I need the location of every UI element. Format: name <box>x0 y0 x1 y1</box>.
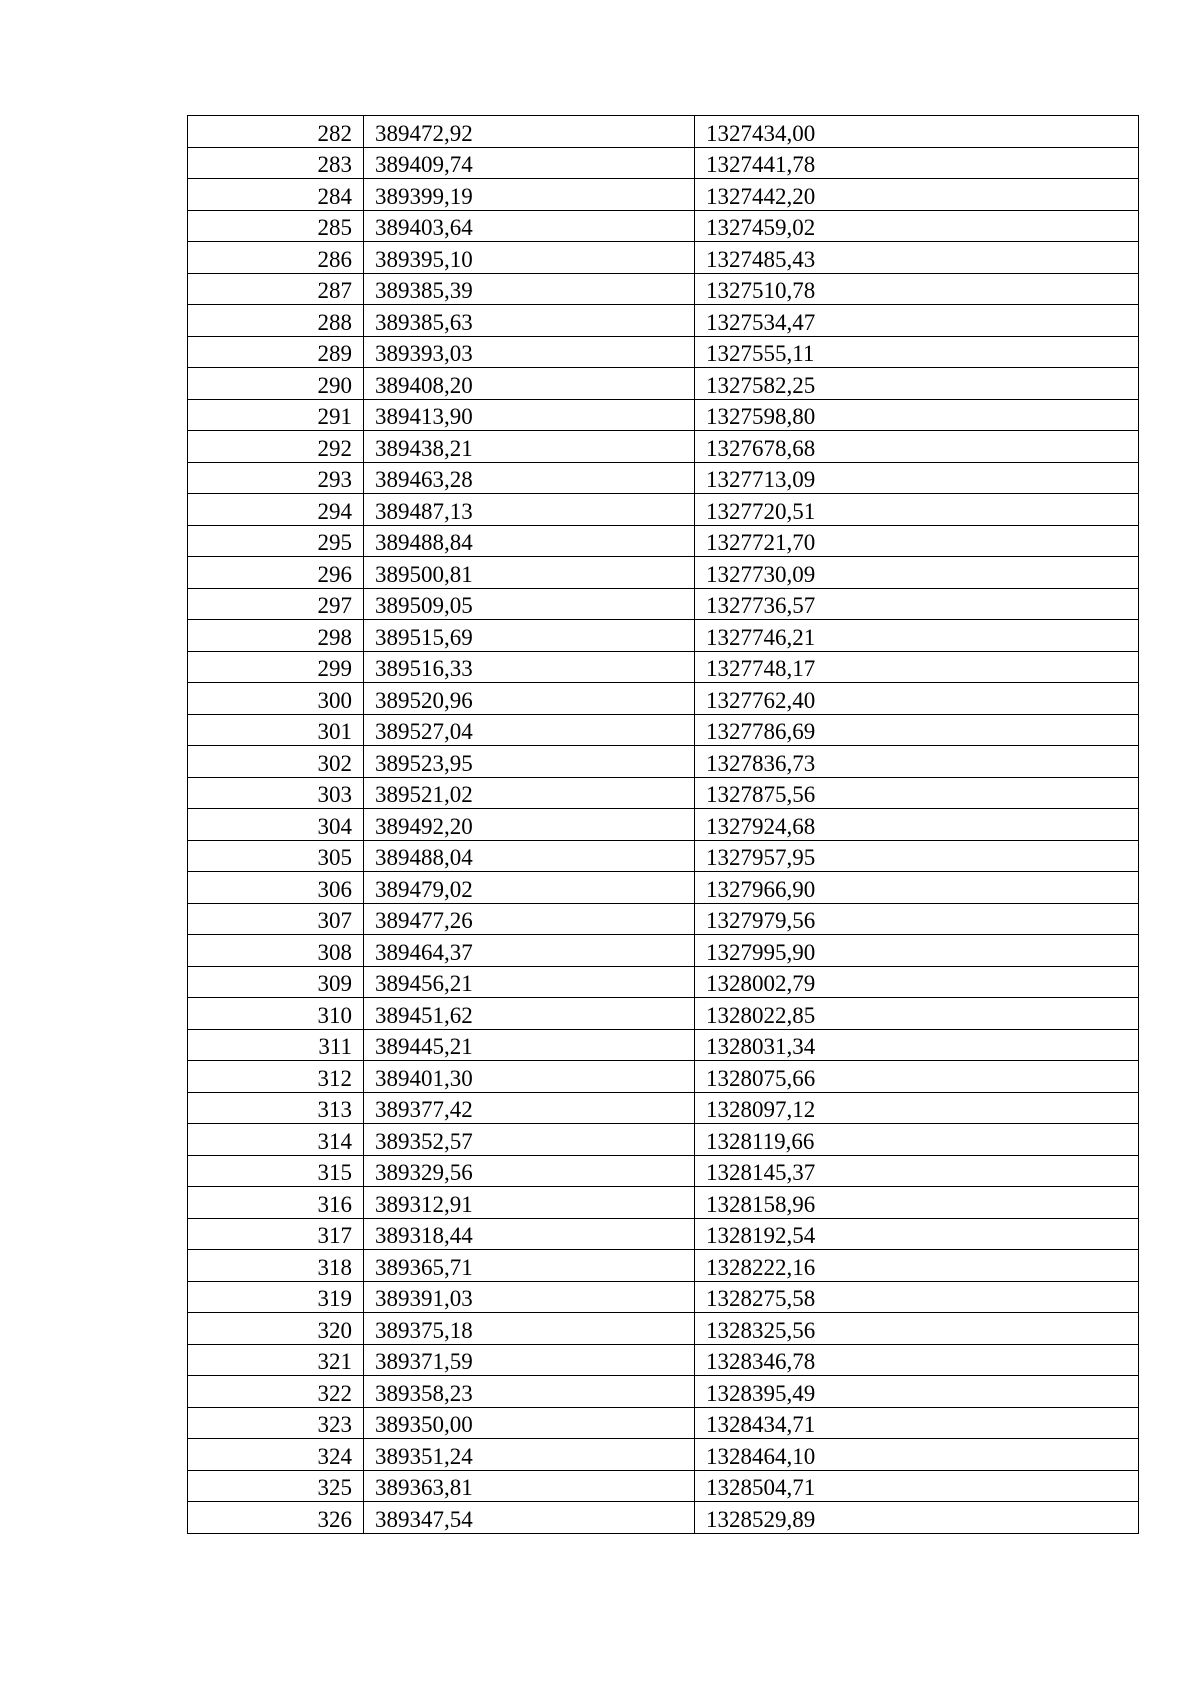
x-coordinate-cell: 389401,30 <box>364 1061 695 1093</box>
point-number-cell: 287 <box>188 273 364 305</box>
point-number-cell: 289 <box>188 336 364 368</box>
y-coordinate-cell: 1327555,11 <box>695 336 1139 368</box>
x-coordinate-cell: 389515,69 <box>364 620 695 652</box>
y-coordinate-cell: 1328097,12 <box>695 1092 1139 1124</box>
y-coordinate-cell: 1328002,79 <box>695 966 1139 998</box>
point-number-cell: 286 <box>188 242 364 274</box>
y-coordinate-cell: 1328504,71 <box>695 1470 1139 1502</box>
table-row <box>188 809 1139 841</box>
point-number-cell: 316 <box>188 1187 364 1219</box>
x-coordinate-cell: 389403,64 <box>364 210 695 242</box>
y-coordinate-cell: 1328145,37 <box>695 1155 1139 1187</box>
y-coordinate-cell: 1327875,56 <box>695 777 1139 809</box>
table-row <box>188 431 1139 463</box>
x-coordinate-cell: 389463,28 <box>364 462 695 494</box>
table-row <box>188 1218 1139 1250</box>
table-row <box>188 1250 1139 1282</box>
point-number-cell: 294 <box>188 494 364 526</box>
point-number-cell: 291 <box>188 399 364 431</box>
x-coordinate-cell: 389347,54 <box>364 1502 695 1534</box>
point-number-cell: 305 <box>188 840 364 872</box>
point-number-cell: 293 <box>188 462 364 494</box>
x-coordinate-cell: 389352,57 <box>364 1124 695 1156</box>
y-coordinate-cell: 1328119,66 <box>695 1124 1139 1156</box>
table-row <box>188 1313 1139 1345</box>
y-coordinate-cell: 1328075,66 <box>695 1061 1139 1093</box>
x-coordinate-cell: 389477,26 <box>364 903 695 935</box>
x-coordinate-cell: 389329,56 <box>364 1155 695 1187</box>
point-number-cell: 315 <box>188 1155 364 1187</box>
table-row <box>188 651 1139 683</box>
y-coordinate-cell: 1328434,71 <box>695 1407 1139 1439</box>
table-row <box>188 399 1139 431</box>
table-row <box>188 305 1139 337</box>
table-row <box>188 147 1139 179</box>
point-number-cell: 284 <box>188 179 364 211</box>
point-number-cell: 283 <box>188 147 364 179</box>
table-row <box>188 840 1139 872</box>
y-coordinate-cell: 1328022,85 <box>695 998 1139 1030</box>
x-coordinate-cell: 389509,05 <box>364 588 695 620</box>
point-number-cell: 298 <box>188 620 364 652</box>
table-row <box>188 683 1139 715</box>
y-coordinate-cell: 1327762,40 <box>695 683 1139 715</box>
x-coordinate-cell: 389521,02 <box>364 777 695 809</box>
point-number-cell: 307 <box>188 903 364 935</box>
x-coordinate-cell: 389395,10 <box>364 242 695 274</box>
point-number-cell: 311 <box>188 1029 364 1061</box>
y-coordinate-cell: 1327957,95 <box>695 840 1139 872</box>
y-coordinate-cell: 1328464,10 <box>695 1439 1139 1471</box>
point-number-cell: 320 <box>188 1313 364 1345</box>
y-coordinate-cell: 1327582,25 <box>695 368 1139 400</box>
x-coordinate-cell: 389385,63 <box>364 305 695 337</box>
y-coordinate-cell: 1327995,90 <box>695 935 1139 967</box>
point-number-cell: 290 <box>188 368 364 400</box>
x-coordinate-cell: 389527,04 <box>364 714 695 746</box>
table-row <box>188 935 1139 967</box>
table-row <box>188 462 1139 494</box>
table-row <box>188 903 1139 935</box>
y-coordinate-cell: 1328031,34 <box>695 1029 1139 1061</box>
table-row <box>188 1187 1139 1219</box>
table-row <box>188 116 1139 148</box>
table-row <box>188 1124 1139 1156</box>
table-row <box>188 714 1139 746</box>
y-coordinate-cell: 1328192,54 <box>695 1218 1139 1250</box>
x-coordinate-cell: 389377,42 <box>364 1092 695 1124</box>
point-number-cell: 323 <box>188 1407 364 1439</box>
x-coordinate-cell: 389350,00 <box>364 1407 695 1439</box>
x-coordinate-cell: 389391,03 <box>364 1281 695 1313</box>
x-coordinate-cell: 389318,44 <box>364 1218 695 1250</box>
y-coordinate-cell: 1327721,70 <box>695 525 1139 557</box>
point-number-cell: 324 <box>188 1439 364 1471</box>
point-number-cell: 310 <box>188 998 364 1030</box>
coordinates-table-body <box>188 116 1139 1534</box>
point-number-cell: 301 <box>188 714 364 746</box>
point-number-cell: 302 <box>188 746 364 778</box>
table-row <box>188 966 1139 998</box>
x-coordinate-cell: 389363,81 <box>364 1470 695 1502</box>
x-coordinate-cell: 389358,23 <box>364 1376 695 1408</box>
x-coordinate-cell: 389492,20 <box>364 809 695 841</box>
table-row <box>188 746 1139 778</box>
y-coordinate-cell: 1327730,09 <box>695 557 1139 589</box>
table-row <box>188 1029 1139 1061</box>
x-coordinate-cell: 389371,59 <box>364 1344 695 1376</box>
y-coordinate-cell: 1327442,20 <box>695 179 1139 211</box>
point-number-cell: 297 <box>188 588 364 620</box>
table-row <box>188 1470 1139 1502</box>
y-coordinate-cell: 1327459,02 <box>695 210 1139 242</box>
table-row <box>188 1344 1139 1376</box>
table-row <box>188 557 1139 589</box>
point-number-cell: 295 <box>188 525 364 557</box>
y-coordinate-cell: 1327836,73 <box>695 746 1139 778</box>
y-coordinate-cell: 1327598,80 <box>695 399 1139 431</box>
y-coordinate-cell: 1327441,78 <box>695 147 1139 179</box>
table-row <box>188 336 1139 368</box>
point-number-cell: 325 <box>188 1470 364 1502</box>
point-number-cell: 317 <box>188 1218 364 1250</box>
y-coordinate-cell: 1327736,57 <box>695 588 1139 620</box>
x-coordinate-cell: 389393,03 <box>364 336 695 368</box>
table-row <box>188 273 1139 305</box>
point-number-cell: 303 <box>188 777 364 809</box>
y-coordinate-cell: 1327713,09 <box>695 462 1139 494</box>
y-coordinate-cell: 1328529,89 <box>695 1502 1139 1534</box>
point-number-cell: 308 <box>188 935 364 967</box>
y-coordinate-cell: 1327979,56 <box>695 903 1139 935</box>
y-coordinate-cell: 1327924,68 <box>695 809 1139 841</box>
point-number-cell: 292 <box>188 431 364 463</box>
x-coordinate-cell: 389516,33 <box>364 651 695 683</box>
y-coordinate-cell: 1328222,16 <box>695 1250 1139 1282</box>
x-coordinate-cell: 389385,39 <box>364 273 695 305</box>
y-coordinate-cell: 1328275,58 <box>695 1281 1139 1313</box>
x-coordinate-cell: 389488,84 <box>364 525 695 557</box>
table-row <box>188 242 1139 274</box>
table-row <box>188 777 1139 809</box>
table-row <box>188 1061 1139 1093</box>
point-number-cell: 288 <box>188 305 364 337</box>
table-row <box>188 1407 1139 1439</box>
point-number-cell: 312 <box>188 1061 364 1093</box>
y-coordinate-cell: 1327510,78 <box>695 273 1139 305</box>
table-row <box>188 872 1139 904</box>
point-number-cell: 318 <box>188 1250 364 1282</box>
y-coordinate-cell: 1327534,47 <box>695 305 1139 337</box>
table-row <box>188 1502 1139 1534</box>
y-coordinate-cell: 1327746,21 <box>695 620 1139 652</box>
table-row <box>188 210 1139 242</box>
point-number-cell: 282 <box>188 116 364 148</box>
x-coordinate-cell: 389464,37 <box>364 935 695 967</box>
coordinates-table <box>187 115 1139 1534</box>
x-coordinate-cell: 389456,21 <box>364 966 695 998</box>
x-coordinate-cell: 389351,24 <box>364 1439 695 1471</box>
x-coordinate-cell: 389523,95 <box>364 746 695 778</box>
point-number-cell: 299 <box>188 651 364 683</box>
y-coordinate-cell: 1327720,51 <box>695 494 1139 526</box>
x-coordinate-cell: 389312,91 <box>364 1187 695 1219</box>
y-coordinate-cell: 1327434,00 <box>695 116 1139 148</box>
x-coordinate-cell: 389479,02 <box>364 872 695 904</box>
x-coordinate-cell: 389472,92 <box>364 116 695 148</box>
table-row <box>188 525 1139 557</box>
point-number-cell: 321 <box>188 1344 364 1376</box>
table-row <box>188 368 1139 400</box>
table-row <box>188 998 1139 1030</box>
point-number-cell: 304 <box>188 809 364 841</box>
table-row <box>188 1092 1139 1124</box>
y-coordinate-cell: 1327786,69 <box>695 714 1139 746</box>
y-coordinate-cell: 1328395,49 <box>695 1376 1139 1408</box>
table-row <box>188 1281 1139 1313</box>
y-coordinate-cell: 1327966,90 <box>695 872 1139 904</box>
y-coordinate-cell: 1327748,17 <box>695 651 1139 683</box>
point-number-cell: 322 <box>188 1376 364 1408</box>
table-row <box>188 620 1139 652</box>
x-coordinate-cell: 389408,20 <box>364 368 695 400</box>
table-row <box>188 179 1139 211</box>
x-coordinate-cell: 389445,21 <box>364 1029 695 1061</box>
point-number-cell: 285 <box>188 210 364 242</box>
x-coordinate-cell: 389399,19 <box>364 179 695 211</box>
point-number-cell: 326 <box>188 1502 364 1534</box>
x-coordinate-cell: 389375,18 <box>364 1313 695 1345</box>
y-coordinate-cell: 1327678,68 <box>695 431 1139 463</box>
table-row <box>188 1376 1139 1408</box>
y-coordinate-cell: 1328158,96 <box>695 1187 1139 1219</box>
point-number-cell: 313 <box>188 1092 364 1124</box>
y-coordinate-cell: 1328346,78 <box>695 1344 1139 1376</box>
point-number-cell: 314 <box>188 1124 364 1156</box>
table-row <box>188 1439 1139 1471</box>
x-coordinate-cell: 389438,21 <box>364 431 695 463</box>
x-coordinate-cell: 389487,13 <box>364 494 695 526</box>
x-coordinate-cell: 389500,81 <box>364 557 695 589</box>
x-coordinate-cell: 389451,62 <box>364 998 695 1030</box>
point-number-cell: 309 <box>188 966 364 998</box>
point-number-cell: 319 <box>188 1281 364 1313</box>
x-coordinate-cell: 389488,04 <box>364 840 695 872</box>
point-number-cell: 300 <box>188 683 364 715</box>
point-number-cell: 296 <box>188 557 364 589</box>
x-coordinate-cell: 389413,90 <box>364 399 695 431</box>
table-row <box>188 494 1139 526</box>
y-coordinate-cell: 1327485,43 <box>695 242 1139 274</box>
x-coordinate-cell: 389365,71 <box>364 1250 695 1282</box>
point-number-cell: 306 <box>188 872 364 904</box>
table-row <box>188 1155 1139 1187</box>
x-coordinate-cell: 389409,74 <box>364 147 695 179</box>
table-row <box>188 588 1139 620</box>
x-coordinate-cell: 389520,96 <box>364 683 695 715</box>
y-coordinate-cell: 1328325,56 <box>695 1313 1139 1345</box>
